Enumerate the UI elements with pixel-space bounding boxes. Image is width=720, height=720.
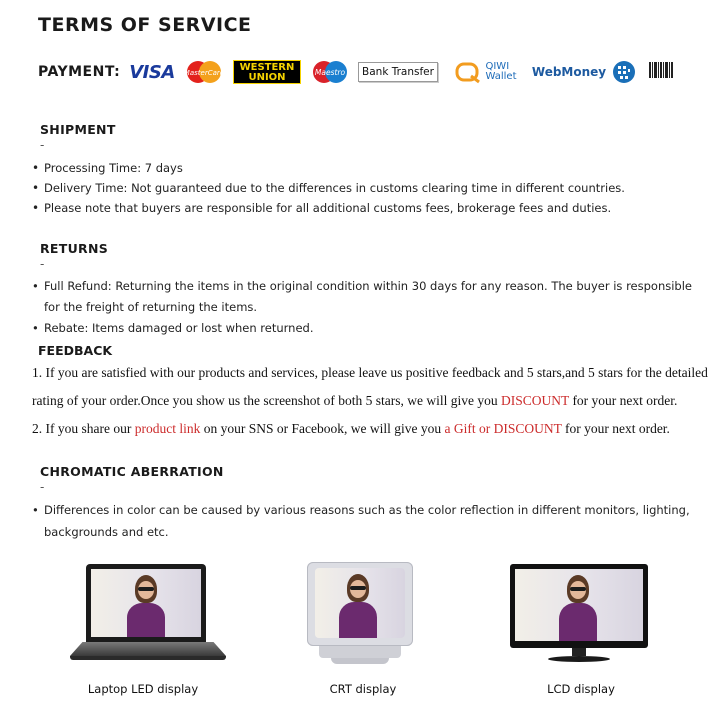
feedback-line-2 [32,393,677,409]
list-item: • Delivery Time: Not guaranteed due to the differences in customs clearing time in different countries. [32,178,702,198]
display-label: LCD display [547,682,615,696]
svg-text:MasterCard: MasterCard [184,69,224,77]
qiwi-wallet-logo: QIWI Wallet [446,58,526,86]
boleto-barcode-icon [646,58,676,86]
crt-monitor-icon [275,560,445,678]
visa-logo-text: VISA [129,61,175,83]
chromatic-item-continuation: backgrounds and etc. [44,525,169,539]
list-item: • Please note that buyers are responsible for all additional customs fees, brokerage fees and duties. [32,198,702,218]
feedback-text: on your SNS or Facebook, we will give you [200,421,445,436]
feedback-panel [0,362,720,454]
bank-transfer-text: Bank Transfer [358,62,438,82]
feedback-text: for your next order. [561,421,670,436]
returns-title: RETURNS [40,241,109,256]
bank-transfer-logo [358,58,438,86]
returns-item-text: Rebate: Items damaged or lost when returned. [44,321,314,335]
feedback-text: for your next order. [569,393,678,408]
discount-highlight: DISCOUNT [501,393,570,408]
display-label: Laptop LED display [87,682,199,696]
returns-dash: - [40,257,45,271]
feedback-text: rating of your order.Once you show us the screenshot of both 5 stars, we will give you [32,393,502,408]
chromatic-title: CHROMATIC ABERRATION [40,464,224,479]
feedback-text: 2. If you share our [32,421,135,436]
chromatic-item-text: Differences in color can be caused by various reasons such as the color reflection in different monitors, lighting, [44,503,690,517]
payment-logos [128,58,688,86]
list-item: • Rebate: Items damaged or lost when returned. [32,321,314,335]
western-union-logo: WESTERN UNION [232,58,302,86]
svg-text:Maestro: Maestro [314,68,346,77]
webmoney-logo [531,58,607,86]
shipment-title: SHIPMENT [40,122,116,137]
lcd-monitor-icon [496,560,666,678]
chromatic-list [32,499,702,543]
list-item: • Full Refund: Returning the items in the original condition within 30 days for any reason. The buyer is responsible [32,279,692,293]
mastercard-logo [184,58,224,86]
display-label: CRT display [329,682,397,696]
shipment-dash: - [40,138,45,152]
feedback-line-3 [32,421,670,437]
page-title: TERMS OF SERVICE [38,14,252,36]
globe-icon [610,58,638,86]
chromatic-dash: - [40,480,45,494]
feedback-title: FEEDBACK [38,343,113,358]
webmoney-text: WebMoney [531,65,607,79]
list-item: • Differences in color can be caused by various reasons such as the color reflection in different monitors, lighting, [32,503,690,517]
returns-item-text: Full Refund: Returning the items in the original condition within 30 days for any reason. The buyer is responsible [44,279,692,293]
product-link-highlight: product link [134,421,201,436]
returns-item-continuation: for the freight of returning the items. [44,300,258,314]
payment-label: PAYMENT: [38,64,121,80]
maestro-logo [310,58,350,86]
list-item: • Processing Time: 7 days [32,158,702,178]
laptop-icon [62,560,232,678]
shipment-list [32,158,702,218]
gift-discount-highlight: a Gift or DISCOUNT [444,421,562,436]
returns-list [32,276,702,339]
visa-logo [128,58,176,86]
feedback-line-1: 1. If you are satisfied with our products and services, please leave us positive feedback and 5 stars,and 5 stars for the detailed [32,365,708,380]
